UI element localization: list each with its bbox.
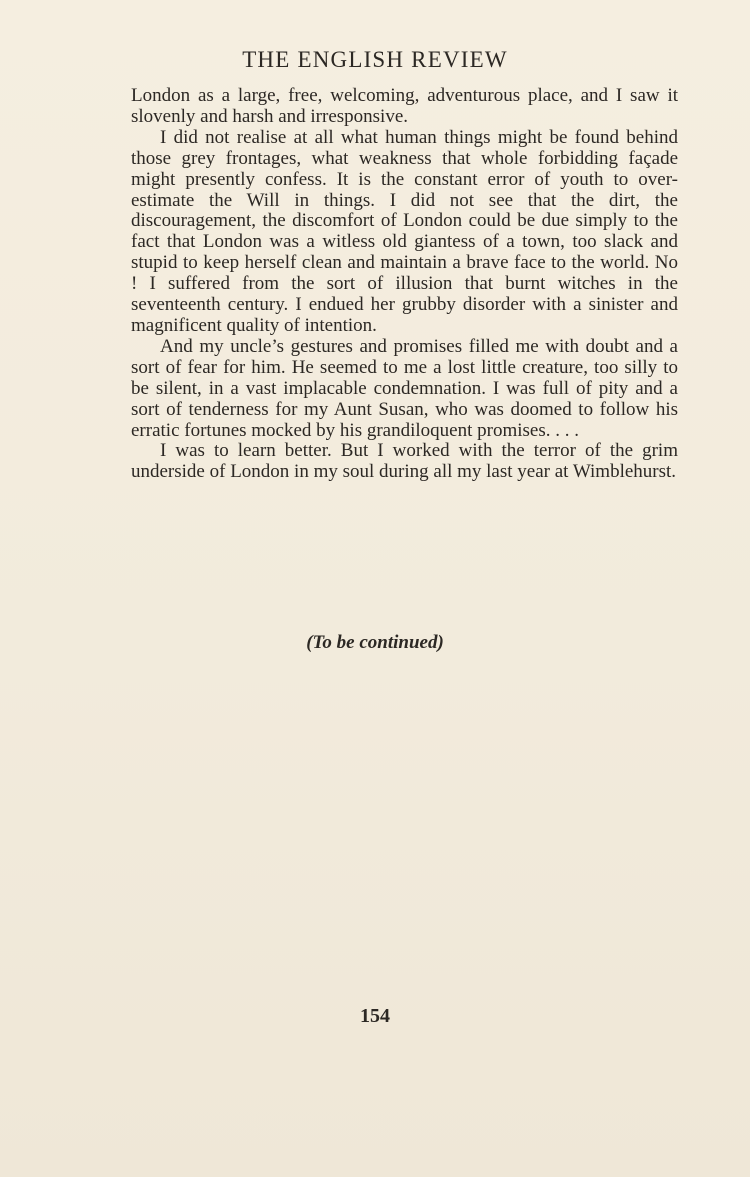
running-head: THE ENGLISH REVIEW: [242, 47, 508, 72]
paragraph: And my uncle’s gestures and promises filled me with doubt and a sort of fear for him. He seemed to me a lost little creature, too silly to be silent, in a vast implacable condemnation. I was full of pity and a sort of tenderness for my Aunt Susan, who was doomed to follow his erratic fortunes mocked by his grandiloquent promises. . . .: [131, 335, 678, 441]
page-number: 154: [360, 1005, 390, 1027]
paragraph: I did not realise at all what human things might be found behind those grey frontages, what weakness that whole forbidding façade might presently confess. It is the constant error of youth to over-estimate the Will in things. I did not see that the dirt, the discouragement, the discomfort of London could be due simply to the fact that London was a witless old giantess of a town, too slack and stupid to keep herself clean and maintain a brave face to the world. No ! I suffered from the sort of illusion that burnt witches in the seventeenth century. I endued her grubby disorder with a sinister and magnificent quality of intention.: [131, 126, 678, 336]
paragraph: London as a large, free, welcoming, adventurous place, and I saw it slovenly and harsh and irresponsive.: [131, 85, 678, 127]
paragraph: I was to learn better. But I worked with the terror of the grim underside of London in my soul during all my last year at Wimblehurst.: [131, 440, 678, 483]
body-text: [131, 86, 678, 483]
continued-note: (To be continued): [306, 632, 444, 653]
